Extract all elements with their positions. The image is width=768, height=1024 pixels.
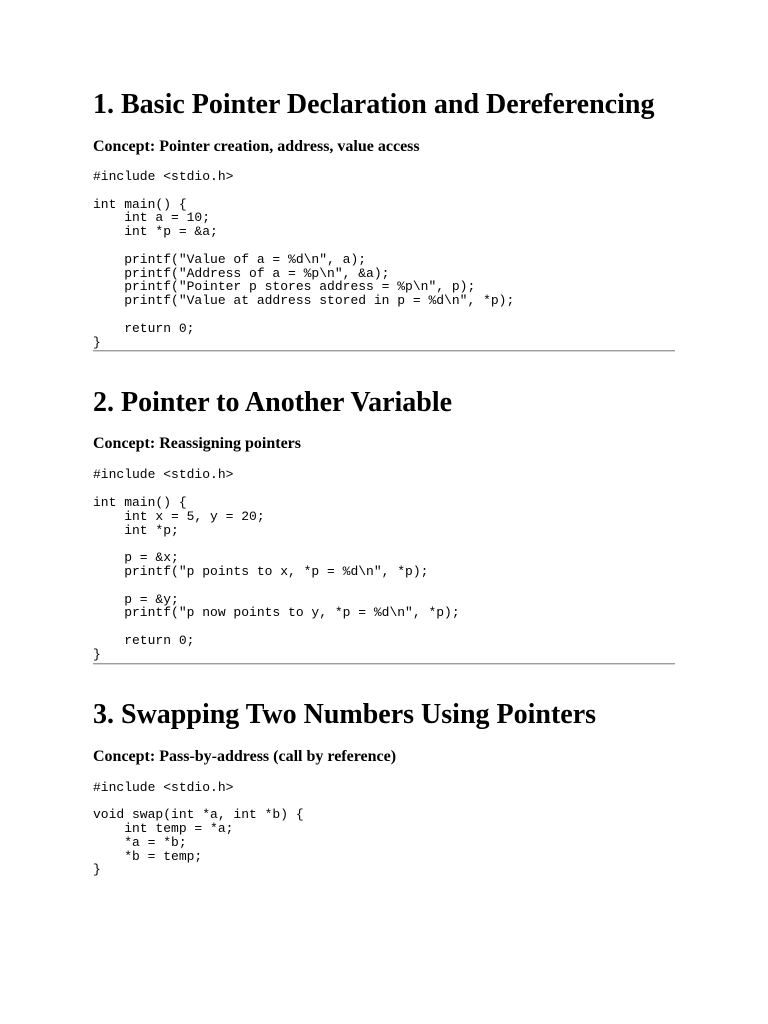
section-title: 1. Basic Pointer Declaration and Dereferencing	[93, 89, 655, 120]
section-swap-pointers	[93, 698, 675, 878]
section-basic-pointer	[93, 88, 675, 352]
section-title: 3. Swapping Two Numbers Using Pointers	[93, 698, 597, 730]
concept-label: Concept: Pointer creation, address, value access	[93, 138, 420, 155]
section-divider	[93, 663, 675, 665]
code-block: #include <stdio.h> int main() { int a = 10; int *p = &a; printf("Value of a = %d\n", a); printf("Address of a = %p\n", &a); printf("Pointer p stores address = %p\n", p); printf("Value at address stored in p = %d\n", *p); return 0; }	[93, 169, 515, 350]
section-title: 2. Pointer to Another Variable	[93, 387, 453, 419]
concept-label: Concept: Pass-by-address (call by reference)	[93, 747, 397, 765]
code-block: #include <stdio.h> int main() { int x = 5, y = 20; int *p; p = &x; printf("p points to x, *p = %d\n", *p); p = &y; printf("p now points to y, *p = %d\n", *p); return 0; }	[93, 467, 460, 662]
section-pointer-reassign	[93, 386, 675, 664]
section-divider	[93, 350, 675, 352]
concept-label: Concept: Reassigning pointers	[93, 435, 302, 453]
document-page	[93, 0, 675, 877]
code-block: #include <stdio.h> void swap(int *a, int *b) { int temp = *a; *a = *b; *b = temp; }	[93, 779, 304, 878]
